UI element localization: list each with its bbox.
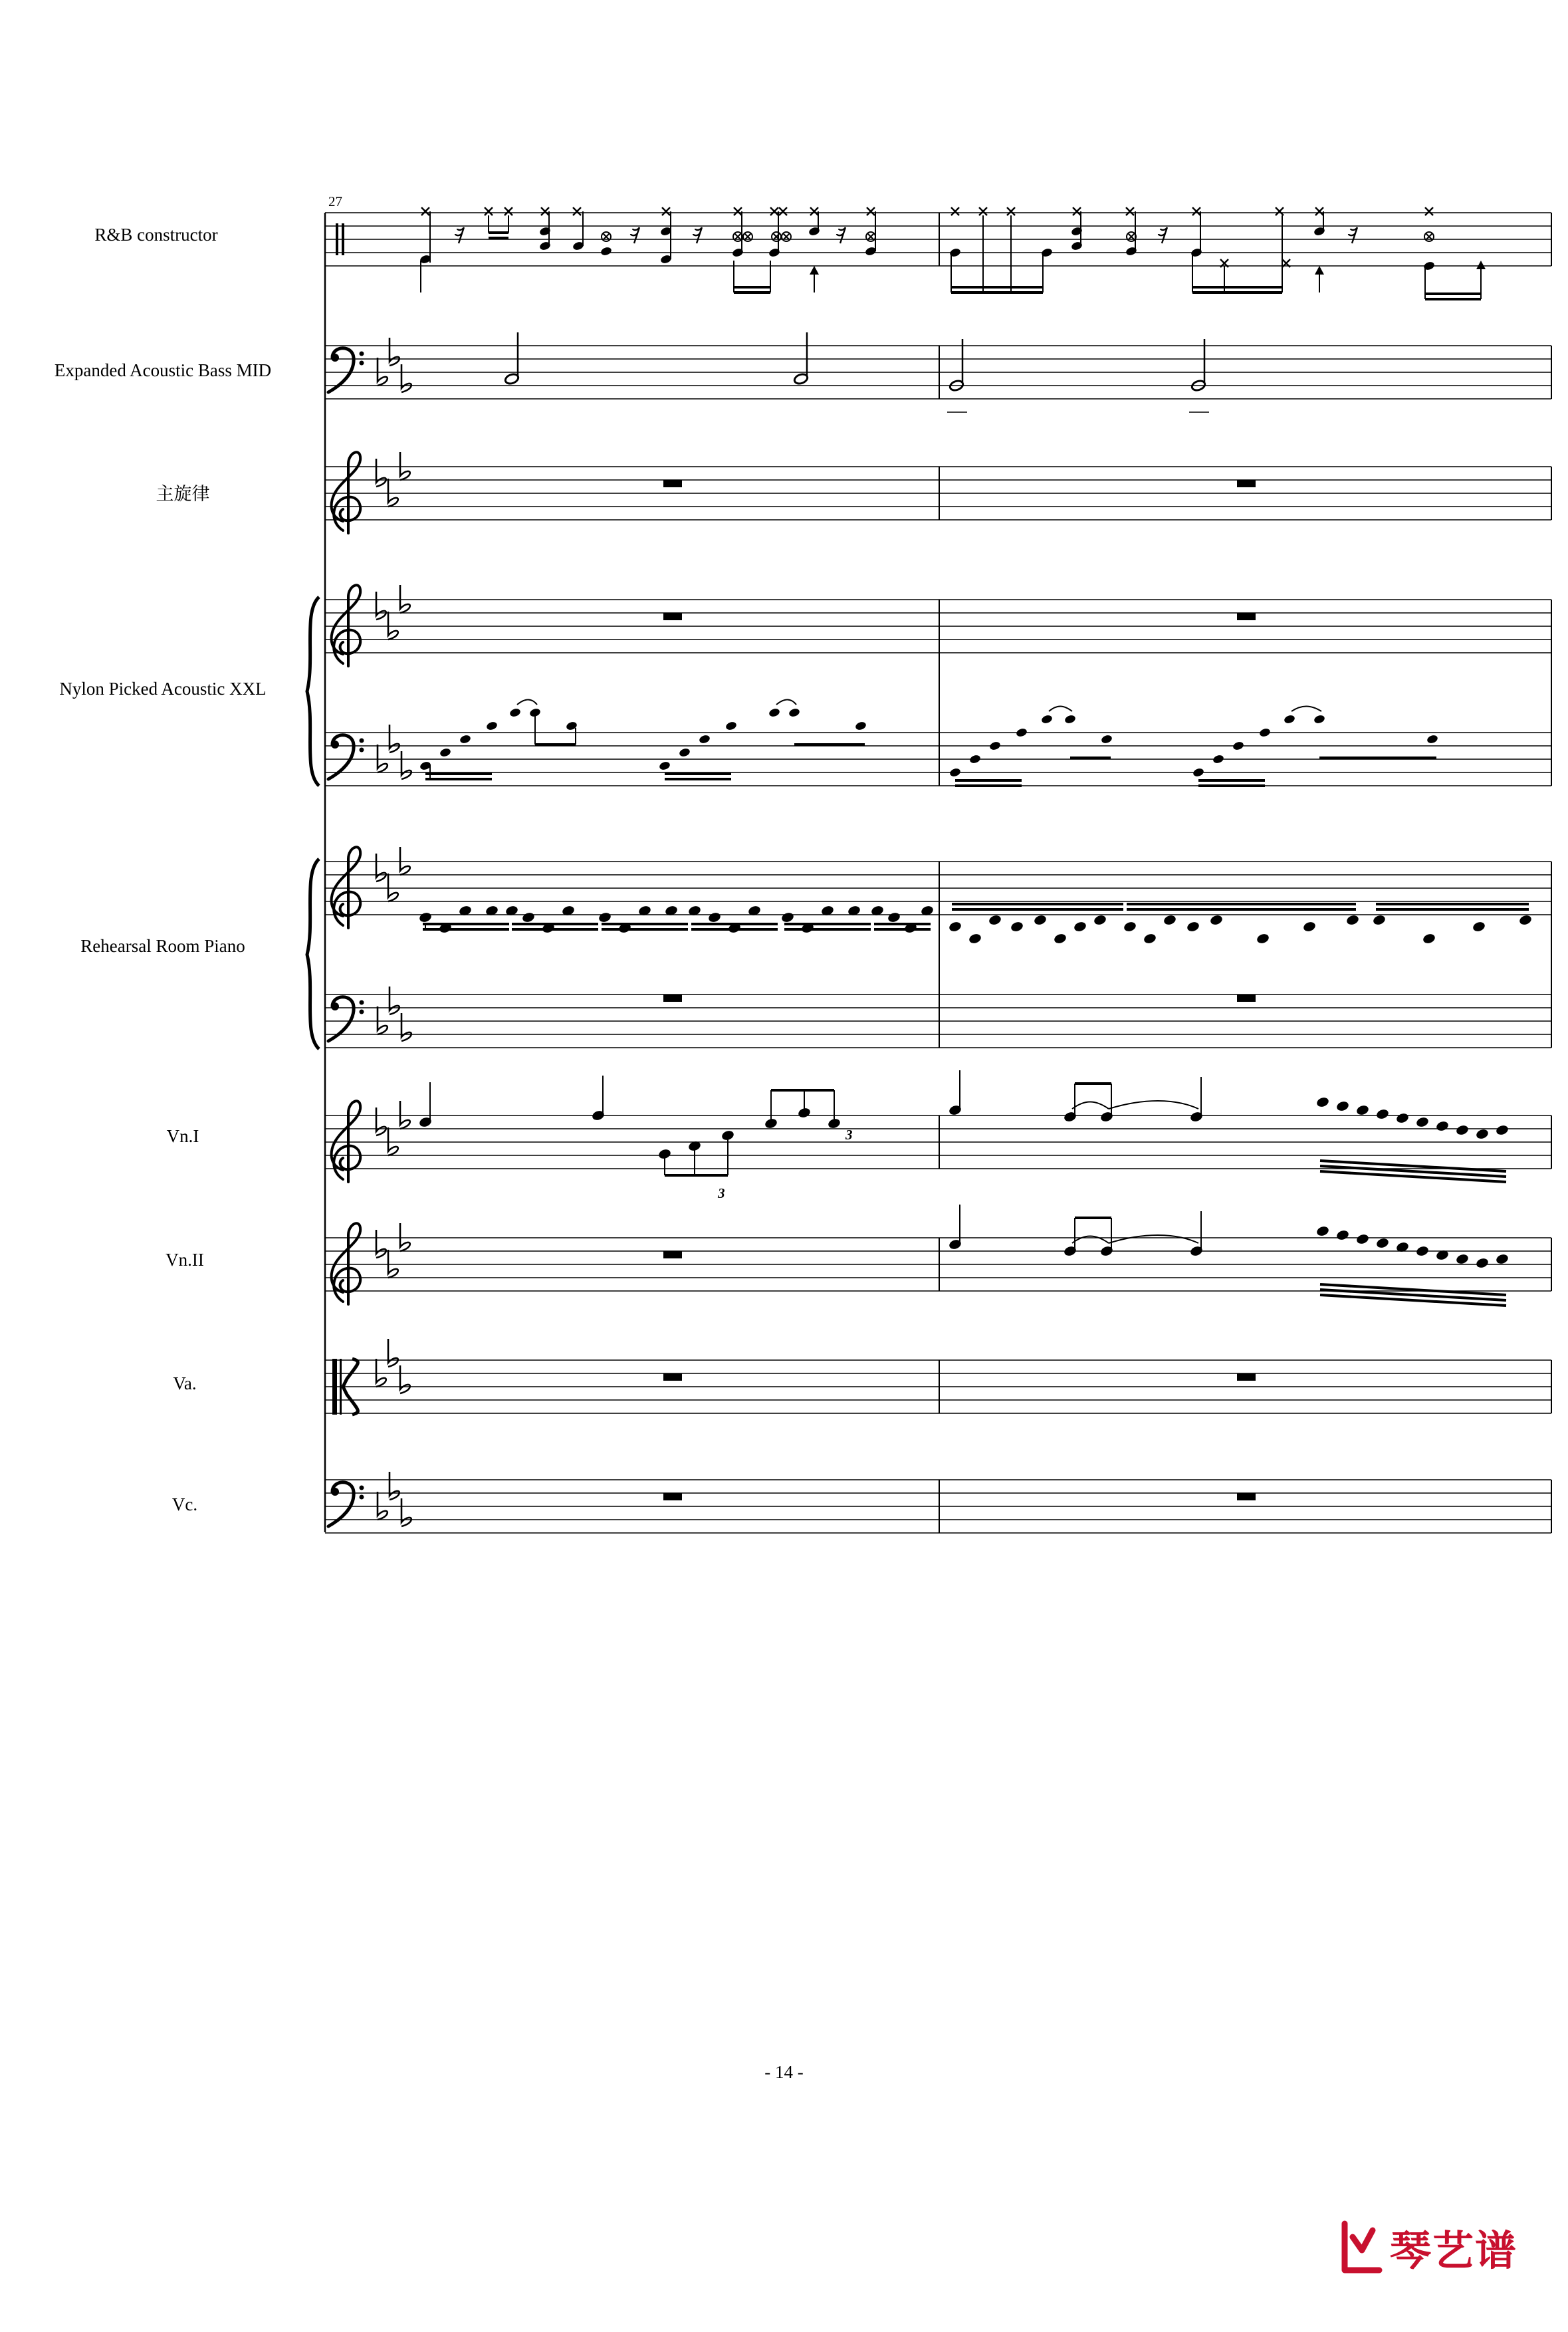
- staff-va: [173, 1339, 1551, 1415]
- staff-vn1: [167, 1070, 1551, 1201]
- measure-number: 27: [328, 193, 342, 209]
- instrument-label-vc: Vc.: [171, 1494, 198, 1514]
- staff-vc: [172, 1472, 1551, 1533]
- piano-notes-m27: [419, 905, 934, 933]
- instrument-label-melody: 主旋律: [156, 484, 210, 504]
- nylon-arpeggio-m27: [419, 700, 867, 780]
- percussion-notes-m28: [949, 207, 1486, 299]
- percussion-clef: [336, 223, 338, 255]
- brace-nylon: [307, 597, 319, 786]
- instrument-label-rb: R&B constructor: [94, 225, 218, 245]
- logo-text: 琴艺谱: [1390, 2228, 1518, 2274]
- system-line: [325, 213, 939, 1532]
- whole-rest: [1237, 480, 1256, 487]
- page-number: - 14 -: [764, 2062, 804, 2082]
- whole-rest: [663, 480, 682, 487]
- logo-mark-icon: [1339, 2217, 1386, 2277]
- staff-vn2: [166, 1205, 1551, 1306]
- instrument-label-nylon: Nylon Picked Acoustic XXL: [59, 679, 267, 699]
- instrument-label-va: Va.: [173, 1373, 197, 1393]
- brace-piano: [307, 859, 319, 1049]
- staff-rb: [94, 207, 1551, 299]
- staff-melody: [156, 452, 1552, 533]
- piano-notes-m28: [949, 904, 1532, 944]
- staff-piano: [80, 847, 1551, 1049]
- instrument-label-bass: Expanded Acoustic Bass MID: [54, 360, 272, 380]
- instrument-label-vn2: Vn.II: [166, 1250, 204, 1270]
- triplet-mark-2: 3: [845, 1127, 853, 1143]
- vn2-notes: [949, 1205, 1509, 1306]
- triplet-mark-1: 3: [718, 1185, 725, 1201]
- instrument-label-piano: Rehearsal Room Piano: [80, 936, 245, 956]
- site-logo: [1339, 2210, 1545, 2283]
- instrument-label-vn1: Vn.I: [166, 1126, 199, 1146]
- staff-nylon: [59, 585, 1551, 786]
- staff-bass: [55, 332, 1551, 412]
- vn1-notes: [419, 1070, 1509, 1182]
- percussion-notes-m27: [419, 207, 877, 292]
- treble-clef: [332, 452, 361, 533]
